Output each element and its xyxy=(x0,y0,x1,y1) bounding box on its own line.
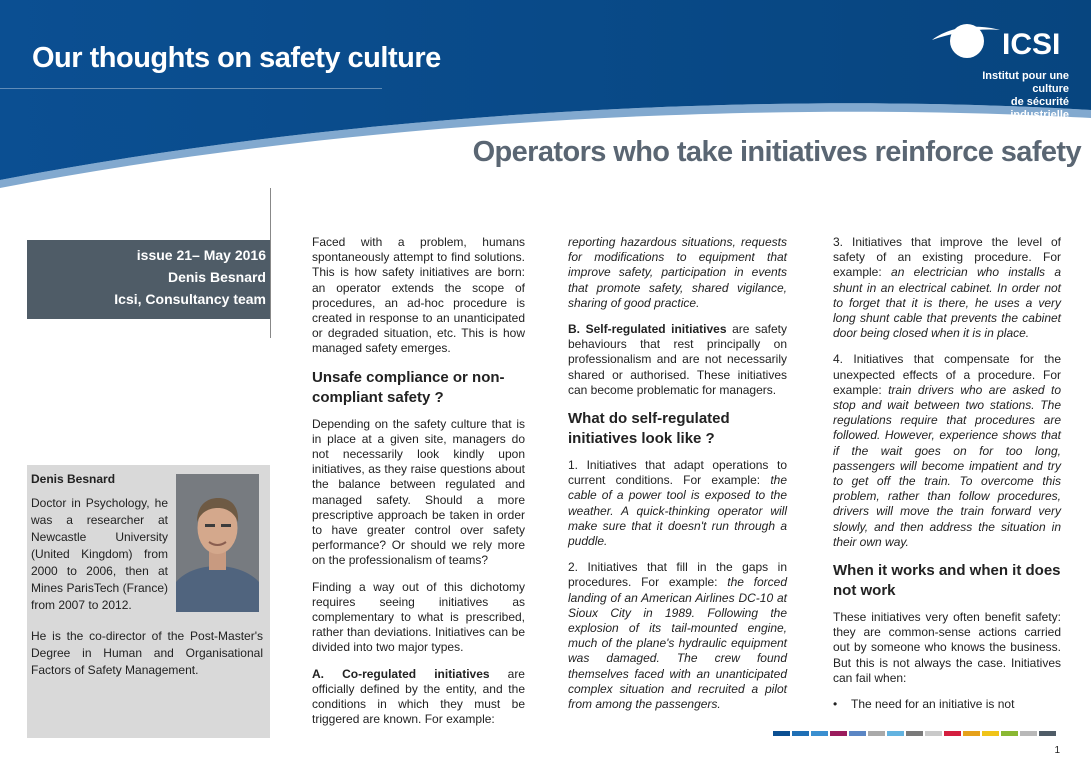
paragraph: These initiatives very often benefit safety: they are common-sense actions carried out by someone who knows the business. But this is not always the case. Initiatives can fail when: xyxy=(833,610,1061,685)
header-divider xyxy=(0,88,382,89)
bullet-icon: • xyxy=(833,697,838,712)
italic-run: reporting hazardous situations, requests for modifications to equipment that improve safety, participation in events that promote safety, shared vigilance, sharing of good practice. xyxy=(568,235,787,310)
issue-date: issue 21– May 2016 xyxy=(136,247,266,263)
logo-word: ICSI xyxy=(1002,28,1061,61)
italic-run: train drivers who are asked to stop and wait between two stations. The regulations require that procedures are followed. However, experience shows that if the wait goes on for too long, passengers will become impatient and try to get off the train. To overcome this problem, rather than follow procedures, drivers will move the train forward very slowly, and then address the situation in their own way. xyxy=(833,382,1061,549)
color-swatch xyxy=(906,731,923,736)
column-3 xyxy=(833,235,1061,712)
bio-name: Denis Besnard xyxy=(31,472,116,486)
logo-circle-icon xyxy=(950,24,984,58)
paragraph: Finding a way out of this dichotomy requires seeing initiatives as complementary to what is prescribed, rather than deviations. Initiatives can be divided into two major types. xyxy=(312,579,525,655)
issue-team: Icsi, Consultancy team xyxy=(114,291,266,307)
section-heading: When it works and when it does not work xyxy=(833,562,1061,600)
color-swatch xyxy=(925,731,942,736)
color-swatch xyxy=(868,731,885,736)
color-swatch xyxy=(811,731,828,736)
author-photo xyxy=(176,474,259,612)
text-run: 3. Initiatives that improve the level of safety of an existing procedure. For example: xyxy=(833,235,1061,280)
color-swatch xyxy=(849,731,866,736)
color-swatch xyxy=(1039,731,1056,736)
text-run: 2. Initiatives that fill in the gaps in procedures. For example: xyxy=(568,560,787,590)
paragraph xyxy=(312,667,525,728)
text-run: are safety behaviours that rest principally on professionalism and are not necessarily shared or authorised. These initiatives can become problematic for managers. xyxy=(568,322,787,397)
logo-subtitle-line1: Institut pour une culture xyxy=(982,70,1069,95)
color-swatch xyxy=(830,731,847,736)
list-item-text: The need for an initiative is not xyxy=(851,697,1015,712)
color-swatch xyxy=(792,731,809,736)
vertical-divider xyxy=(270,188,271,338)
text-run: 1. Initiatives that adapt operations to current conditions. For example: xyxy=(568,458,787,488)
article-title: Operators who take initiatives reinforce safety xyxy=(472,136,1081,168)
paragraph xyxy=(568,458,787,549)
bold-term: A. Co-regulated initiatives xyxy=(312,666,490,681)
paragraph xyxy=(833,235,1061,341)
footer-color-bar xyxy=(773,731,1058,736)
header-title: Our thoughts on safety culture xyxy=(32,42,441,74)
author-portrait-icon xyxy=(176,474,259,612)
italic-run: the forced landing of an American Airlines DC-10 at Sioux City in 1989. Following the explosion of its tail-mounted engine, much of the plane's hydraulic equipment was damaged. The crew found themselves faced with an unanticipated complex situation and recruited a pilot from among the passengers. xyxy=(568,575,787,712)
paragraph xyxy=(568,235,787,311)
text-run: 4. Initiatives that compensate for the unexpected effects of a procedure. For example: xyxy=(833,352,1061,397)
text-run: are officially defined by the entity, and the conditions in which they must be triggered are known. For example: xyxy=(312,666,525,727)
section-heading: Unsafe compliance or non-compliant safety ? xyxy=(312,368,505,406)
italic-run: an electrician who installs a shunt in an electrical cabinet. In order not to forget that it is there, he uses a very long shunt cable that prevents the cabinet door being closed when it is in place. xyxy=(833,265,1062,341)
issue-author: Denis Besnard xyxy=(167,269,266,285)
logo-subtitle xyxy=(955,70,1069,122)
color-swatch xyxy=(1020,731,1037,736)
color-swatch xyxy=(887,731,904,736)
column-2 xyxy=(568,235,787,723)
icsi-logo xyxy=(930,20,1080,121)
page-number: 1 xyxy=(1054,745,1060,756)
color-swatch xyxy=(773,731,790,736)
paragraph xyxy=(568,322,787,398)
issue-box xyxy=(27,240,270,319)
bio-text-2: He is the co-director of the Post-Master's Degree in Human and Organisational Factors of Safety Management. xyxy=(31,629,263,677)
paragraph xyxy=(833,352,1061,550)
bold-term: B. Self-regulated initiatives xyxy=(568,322,727,337)
logo-subtitle-line2: de sécurité industrielle xyxy=(1010,96,1069,121)
list-item xyxy=(833,697,1061,712)
column-1 xyxy=(312,235,525,738)
color-swatch xyxy=(963,731,980,736)
color-swatch xyxy=(1001,731,1018,736)
paragraph xyxy=(568,560,787,712)
color-swatch xyxy=(944,731,961,736)
paragraph: Depending on the safety culture that is in place at a given site, managers do not necessarily look kindly upon initiatives, as they raise questions about the balance between regulated and managed safety. Should a more prescriptive approach be taken in order to have greater control over safety performance? Or should we rely more on the professionalism of teams? xyxy=(312,416,525,568)
bio-text: Doctor in Psychology, he was a researcher at Newcastle University (United Kingdom) from 2000 to 2006, then at Mines ParisTech (France) from 2007 to 2012. xyxy=(31,496,168,612)
color-swatch xyxy=(982,731,999,736)
italic-run: the cable of a power tool is exposed to the weather. A quick-thinking operator will make sure that it doesn't run through a puddle. xyxy=(568,473,787,549)
section-heading: What do self-regulated initiatives look like ? xyxy=(568,410,730,448)
paragraph: Faced with a problem, humans spontaneously attempt to find solutions. This is how safety initiatives are born: an operator extends the scope of procedures, an ad-hoc procedure is created in response to an unanticipated or degraded situation, etc. This is how managed safety emerges. xyxy=(312,235,525,356)
